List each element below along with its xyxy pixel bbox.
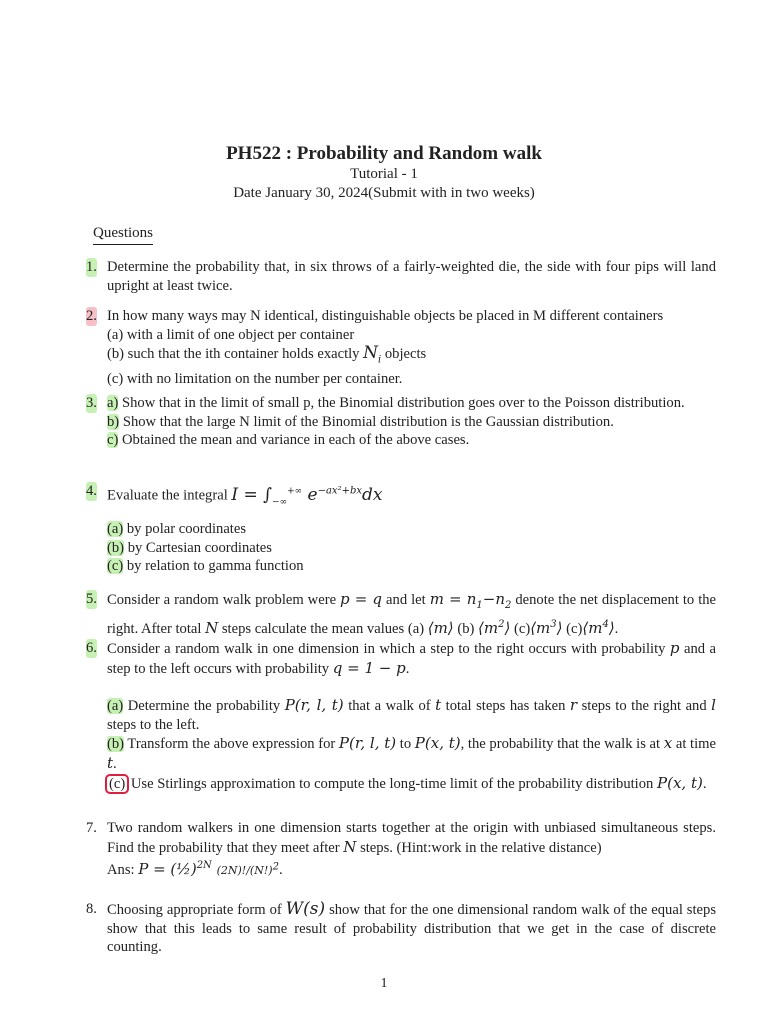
document-title: PH522 : Probability and Random walk	[226, 143, 542, 164]
tutorial-label: Tutorial - 1	[350, 166, 418, 182]
annotation-box: (c)	[109, 775, 126, 792]
question-number: 4.	[86, 483, 97, 499]
question-text: Evaluate the integral $I = \int_{-\infty}^{+\infty}$ $e^{-ax^2+bx}dx$	[107, 484, 383, 508]
part-c: (c) with no limitation on the number per container.	[107, 371, 403, 388]
question-text: Consider a random walk problem were p = q and let $m = n_1-n_2$ denote the net displacement to the right. After total N steps calculate the mean values (a) ⟨m⟩ (b) $⟨m^2⟩$ $(c)⟨m^3⟩$ $(c)⟨m^4⟩$.	[107, 590, 717, 637]
question-text: Choosing appropriate form of W(s) show that for the one dimensional random walk of the equal steps show that this leads to same result of probability distribution that we get in the case of discrete counting.	[107, 899, 716, 956]
question-text: Two random walkers in one dimension starts together at the origin with unbiased simultaneous steps. Find the probability that they meet after N steps. (Hint:work in the relative distance)	[107, 820, 716, 856]
integral-formula: $I = \int_{-\infty}^{+\infty}$ $e^{-ax^2+bx}dx$	[231, 484, 383, 508]
part-a: (a) Determine the probability P(r, l, t) that a walk of t total steps has taken r steps to the right and l steps to the left.	[107, 696, 716, 733]
question-number: 6.	[86, 640, 97, 656]
question-3	[86, 394, 716, 450]
part-a: (a) with a limit of one object per container	[107, 326, 355, 343]
part-c: c) Obtained the mean and variance in each of the above cases.	[107, 432, 470, 449]
part-c: (c) Use Stirlings approximation to compute the long-time limit of the probability distribution P(x, t).	[109, 773, 707, 792]
part-b: (b) by Cartesian coordinates	[107, 539, 272, 556]
question-number: 5.	[86, 591, 97, 607]
part-a: a) Show that in the limit of small p, the Binomial distribution goes over to the Poisson distribution.	[107, 395, 685, 411]
question-text: Determine the probability that, in six throws of a fairly-weighted die, the side with four pips will land upright at least twice.	[107, 259, 716, 294]
question-text: In how many ways may N identical, distinguishable objects be placed in M different containers	[107, 308, 664, 324]
question-number: 3.	[86, 395, 97, 411]
part-a: (a) by polar coordinates	[107, 521, 247, 537]
question-6	[86, 639, 716, 793]
part-c: (c) by relation to gamma function	[107, 558, 304, 575]
question-7	[86, 819, 716, 881]
part-b: b) Show that the large N limit of the Binomial distribution is the Gaussian distribution.	[107, 413, 614, 430]
question-2	[86, 307, 716, 389]
question-5	[86, 590, 716, 638]
question-text: Consider a random walk in one dimension in which a step to the right occurs with probability p and a step to the left occurs with probability q = 1 − p.	[107, 639, 717, 677]
page-number: 1	[380, 976, 388, 991]
question-8	[86, 900, 716, 957]
question-4	[86, 482, 716, 576]
section-heading: Questions	[93, 225, 153, 245]
question-number: 7.	[86, 820, 97, 836]
date-line: Date January 30, 2024(Submit with in two weeks)	[233, 185, 535, 201]
question-number: 1.	[86, 259, 97, 275]
question-1	[86, 258, 716, 295]
question-number: 2.	[86, 308, 97, 324]
question-number: 8.	[86, 901, 97, 917]
answer: Ans: P = (½)$^{2N}$ $(2N)!/(N!)^2$.	[107, 860, 283, 879]
part-b: (b) such that the ith container holds exactly $N_i$ objects	[107, 343, 427, 366]
part-b: (b) Transform the above expression for P(r, l, t) to P(x, t), the probability that the walk is at x at time t.	[107, 734, 716, 772]
answer-formula: P = (½)$^{2N}$ $(2N)!/(N!)^2$	[138, 860, 279, 879]
